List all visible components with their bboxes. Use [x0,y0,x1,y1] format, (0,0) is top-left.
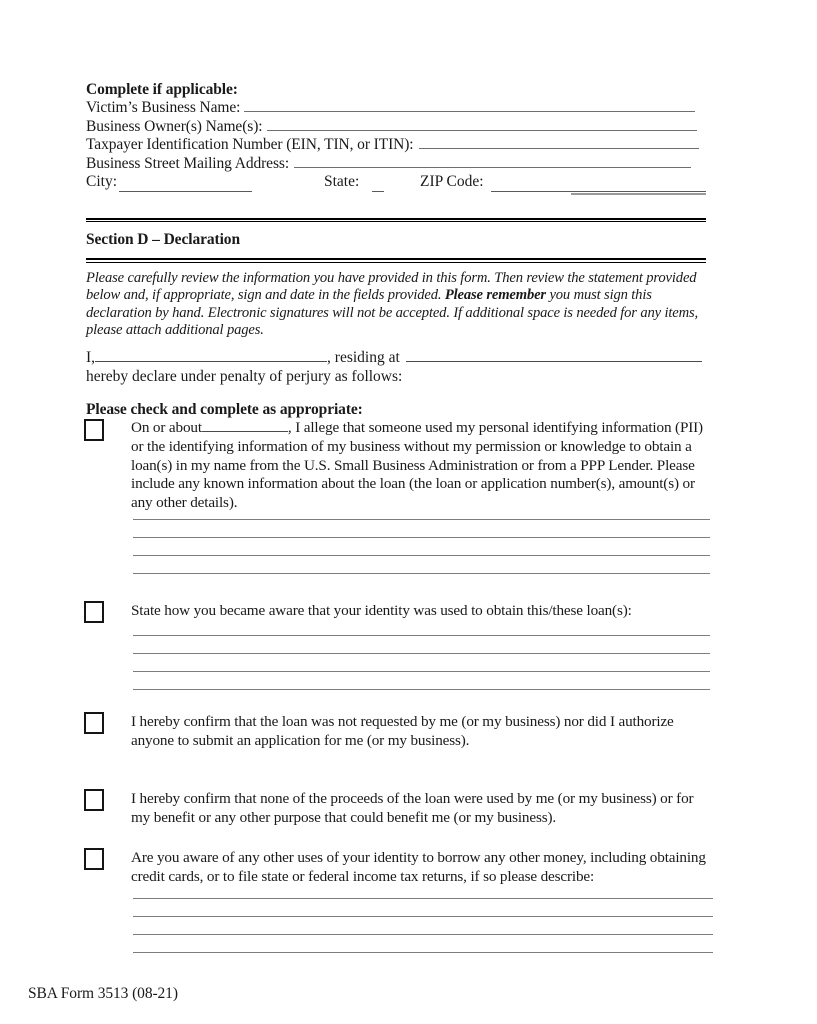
checkbox-label-loan-not-requested: I hereby confirm that the loan was not requested by me (or my business) nor did I authorize anyone to submit an application for me (or my business). [131,713,674,749]
victims-business-name-label: Victim’s Business Name: [86,99,241,116]
business-owner-names-row [86,118,706,137]
checkbox-label-pii-allegation [131,419,709,513]
checkbox-label-other-identity-uses: Are you aware of any other uses of your identity to borrow any other money, including obtaining credit cards, or to file state or federal income tax returns, if so please describe: [131,849,706,885]
instructions-part-2: you must sign this declaration by hand. Electronic signatures will not be accepted. If additional space is needed for any items, please attach additional pages. [86,287,699,339]
answer-line[interactable] [133,934,713,935]
answer-line[interactable] [133,671,710,672]
pii-text-after-blank: , I allege that someone used my personal identifying information (PII) or the identifying information of my business without my permission or knowledge to obtain a loan(s) in my name from the U.S. Small Business Administration or from a PPP Lender. Please include any known information about the loan (the loan or application number(s), amount(s) or any other details). [131,419,703,512]
answer-line[interactable] [133,952,713,953]
section-d-bottom-rule-thin [86,262,706,263]
answer-line[interactable] [133,635,710,636]
city-input[interactable] [119,191,252,192]
victims-business-name-row [86,99,706,118]
form-footer: SBA Form 3513 (08-21) [28,985,178,1002]
section-d-top-rule-thick [86,218,706,220]
answer-line[interactable] [133,519,710,520]
city-state-zip-row [86,173,706,195]
zip-code-input[interactable] [491,191,706,192]
state-label: State: [324,172,360,190]
business-street-address-label: Business Street Mailing Address: [86,154,290,172]
answer-line[interactable] [133,537,710,538]
section-d-heading: Section D – Declaration [86,231,240,249]
declaration-line-1 [86,349,708,368]
section-d-bottom-rule-thick [86,258,706,260]
answer-line[interactable] [133,555,710,556]
answer-line[interactable] [133,916,713,917]
declaration-line-2: hereby declare under penalty of perjury as follows: [86,367,403,385]
business-owner-names-label: Business Owner(s) Name(s): [86,117,263,135]
checkbox-other-identity-uses[interactable] [84,848,104,870]
taxpayer-id-row [86,136,706,155]
declarant-name-input[interactable] [95,361,327,362]
section-d-banner [86,218,706,263]
complete-if-applicable-title: Complete if applicable: [86,81,238,98]
taxpayer-id-input[interactable] [419,148,699,149]
answer-line[interactable] [133,689,710,690]
business-owner-names-input[interactable] [267,130,697,131]
instructions-part-1: Please carefully review the information you have provided in this form. Then review the statement provided below and, if appropriate, sign and date in the fields provided. [86,270,697,304]
zip-code-label: ZIP Code: [420,172,484,190]
section-d-instructions [86,270,708,340]
business-street-address-input[interactable] [294,167,691,168]
taxpayer-id-label: Taxpayer Identification Number (EIN, TIN, or ITIN): [86,136,414,154]
checkbox-loan-not-requested[interactable] [84,712,104,734]
answer-line[interactable] [133,653,710,654]
answer-line[interactable] [133,573,710,574]
instructions-emphasis: Please remember [444,287,546,304]
city-label: City: [86,172,118,190]
complete-if-applicable-block [86,80,706,195]
declaration-statement [86,349,708,386]
check-and-complete-heading: Please check and complete as appropriate: [86,401,363,418]
business-street-address-row [86,155,706,174]
declaration-middle-label: , residing at [327,349,400,366]
checkbox-no-proceeds-used[interactable] [84,789,104,811]
declaration-prefix-label: I, [86,349,96,366]
pii-text-before-blank: On or about [131,419,202,436]
checkbox-label-how-became-aware: State how you became aware that your identity was used to obtain this/these loan(s): [131,602,632,619]
checkbox-label-no-proceeds-used: I hereby confirm that none of the proceeds of the loan were used by me (or my business) or for my benefit or any other purpose that could benefit me (or my business). [131,790,694,826]
pii-date-input[interactable] [202,431,288,432]
state-input[interactable] [372,191,384,192]
declarant-address-input[interactable] [406,361,702,362]
victims-business-name-input[interactable] [244,111,695,112]
checkbox-how-became-aware[interactable] [84,601,104,623]
zip-code-input-underline-artifact [571,193,706,195]
checkbox-pii-allegation[interactable] [84,419,104,441]
answer-line[interactable] [133,898,713,899]
